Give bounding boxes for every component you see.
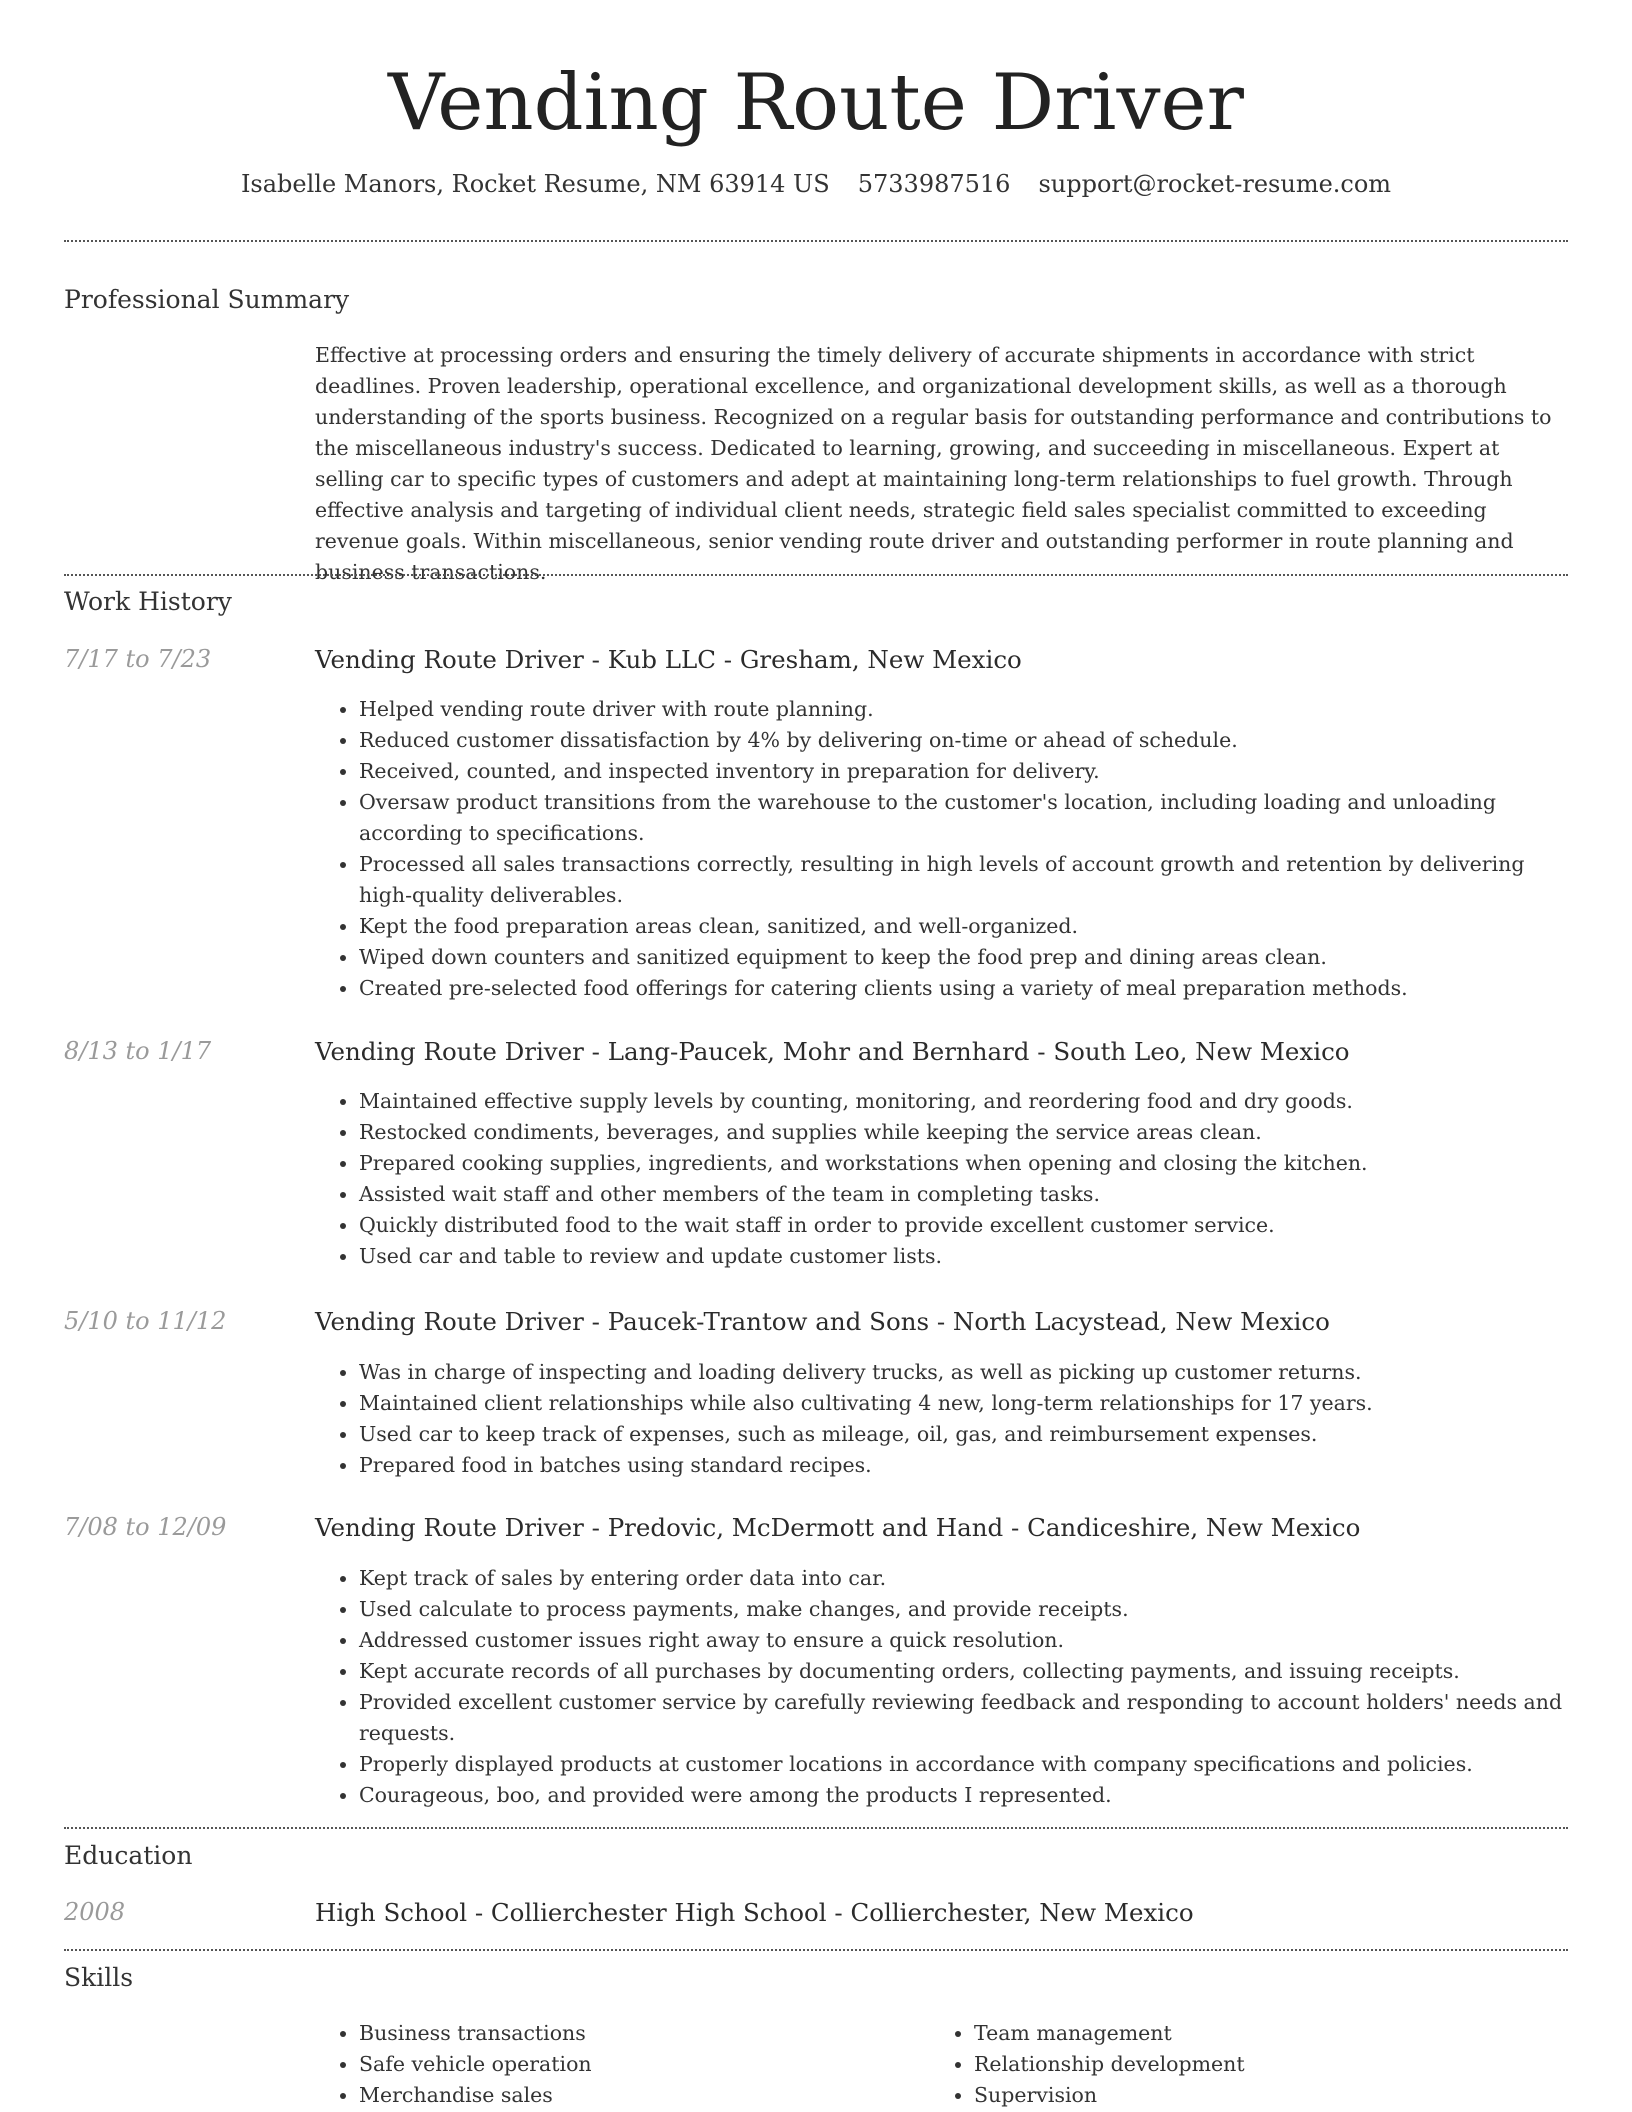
job-bullet: • Was in charge of inspecting and loading delivery trucks, as well as picking up customer returns. — [359, 1357, 1565, 1388]
section-title-summary: Professional Summary — [64, 285, 350, 314]
job-bullet: • Courageous, boo, and provided were among the products I represented. — [359, 1780, 1565, 1811]
job-bullet: • Provided excellent customer service by carefully reviewing feedback and responding to account holders' needs and requests. — [359, 1687, 1565, 1749]
job-bullet: • Kept track of sales by entering order data into car. — [359, 1563, 1565, 1594]
job-title: Vending Route Driver - Lang-Paucek, Mohr and Bernhard - South Leo, New Mexico — [315, 1037, 1350, 1066]
job-dates: 7/17 to 7/23 — [64, 645, 212, 673]
job-bullets — [315, 694, 1565, 1004]
skill-item: • Safe vehicle operation — [359, 2049, 895, 2080]
skill-item: • Team management — [974, 2018, 1510, 2049]
job-bullet: • Prepared cooking supplies, ingredients, and workstations when opening and closing the kitchen. — [359, 1148, 1565, 1179]
education-entry: High School - Collierchester High School - Collierchester, New Mexico — [315, 1898, 1194, 1927]
job-bullet: • Wiped down counters and sanitized equipment to keep the food prep and dining areas clean. — [359, 942, 1565, 973]
skill-item: • Relationship development — [974, 2049, 1510, 2080]
job-bullet: • Kept the food preparation areas clean, sanitized, and well-organized. — [359, 911, 1565, 942]
resume-title: Vending Route Driver — [388, 58, 1244, 148]
job-title: Vending Route Driver - Paucek-Trantow and Sons - North Lacystead, New Mexico — [315, 1307, 1330, 1336]
job-bullet: • Assisted wait staff and other members of the team in completing tasks. — [359, 1179, 1565, 1210]
job-bullet: • Maintained client relationships while also cultivating 4 new, long-term relationships for 17 years. — [359, 1388, 1565, 1419]
job-bullets — [315, 1086, 1565, 1272]
job-bullet: • Used car to keep track of expenses, such as mileage, oil, gas, and reimbursement expenses. — [359, 1419, 1565, 1450]
job-bullet: • Processed all sales transactions correctly, resulting in high levels of account growth and retention by delivering high-quality deliverables. — [359, 849, 1565, 911]
skill-item: • Supervision — [974, 2080, 1510, 2111]
skills-list-right — [930, 2018, 1510, 2111]
job-bullet: • Oversaw product transitions from the warehouse to the customer's location, including loading and unloading according to specifications. — [359, 787, 1565, 849]
job-bullet: • Helped vending route driver with route planning. — [359, 694, 1565, 725]
skill-item: • Merchandise sales — [359, 2080, 895, 2111]
skills-list-left — [315, 2018, 895, 2111]
job-title: Vending Route Driver - Predovic, McDermott and Hand - Candiceshire, New Mexico — [315, 1513, 1361, 1542]
job-bullet: • Used calculate to process payments, make changes, and provide receipts. — [359, 1594, 1565, 1625]
job-bullet: • Addressed customer issues right away to ensure a quick resolution. — [359, 1625, 1565, 1656]
skill-item: • Business transactions — [359, 2018, 895, 2049]
contact-phone: 5733987516 — [857, 170, 1011, 198]
job-bullet: • Quickly distributed food to the wait staff in order to provide excellent customer service. — [359, 1210, 1565, 1241]
summary-text: Effective at processing orders and ensuring the timely delivery of accurate shipments in accordance with strict deadlines. Proven leadership, operational excellence, and organizational development skills, as well as a thorough understanding of the sports business. Recognized on a regular basis for outstanding performance and contributions to the miscellaneous industry's success. Dedicated to learning, growing, and succeeding in miscellaneous. Expert at selling car to specific types of customers and adept at maintaining long-term relationships to fuel growth. Through effective analysis and targeting of individual client needs, strategic field sales specialist committed to exceeding revenue goals. Within miscellaneous, senior vending route driver and outstanding performer in route planning and business transactions. — [315, 343, 1552, 584]
contact-address: Isabelle Manors, Rocket Resume, NM 63914 US — [240, 170, 830, 198]
job-bullet: • Maintained effective supply levels by counting, monitoring, and reordering food and dry goods. — [359, 1086, 1565, 1117]
job-bullets — [315, 1563, 1565, 1811]
job-title: Vending Route Driver - Kub LLC - Gresham, New Mexico — [315, 645, 1022, 674]
job-bullet: • Kept accurate records of all purchases by documenting orders, collecting payments, and issuing receipts. — [359, 1656, 1565, 1687]
contact-line — [0, 170, 1632, 198]
job-bullet: • Properly displayed products at customer locations in accordance with company specifications and policies. — [359, 1749, 1565, 1780]
divider-work — [64, 1827, 1568, 1829]
section-title-skills: Skills — [64, 1963, 134, 1992]
job-bullet: • Restocked condiments, beverages, and supplies while keeping the service areas clean. — [359, 1117, 1565, 1148]
job-bullets — [315, 1357, 1565, 1481]
job-bullet: • Used car and table to review and update customer lists. — [359, 1241, 1565, 1272]
job-dates: 5/10 to 11/12 — [64, 1307, 227, 1335]
job-dates: 8/13 to 1/17 — [64, 1037, 212, 1065]
job-dates: 7/08 to 12/09 — [64, 1513, 227, 1541]
divider-summary — [64, 574, 1568, 576]
section-title-work: Work History — [64, 587, 232, 616]
contact-email: support@rocket-resume.com — [1038, 170, 1392, 198]
job-bullet: • Received, counted, and inspected inventory in preparation for delivery. — [359, 756, 1565, 787]
education-date: 2008 — [64, 1898, 126, 1926]
divider-header — [64, 240, 1568, 242]
divider-education — [64, 1949, 1568, 1951]
job-bullet: • Prepared food in batches using standard recipes. — [359, 1450, 1565, 1481]
job-bullet: • Created pre-selected food offerings for catering clients using a variety of meal preparation methods. — [359, 973, 1565, 1004]
section-title-education: Education — [64, 1841, 193, 1870]
job-bullet: • Reduced customer dissatisfaction by 4% by delivering on-time or ahead of schedule. — [359, 725, 1565, 756]
